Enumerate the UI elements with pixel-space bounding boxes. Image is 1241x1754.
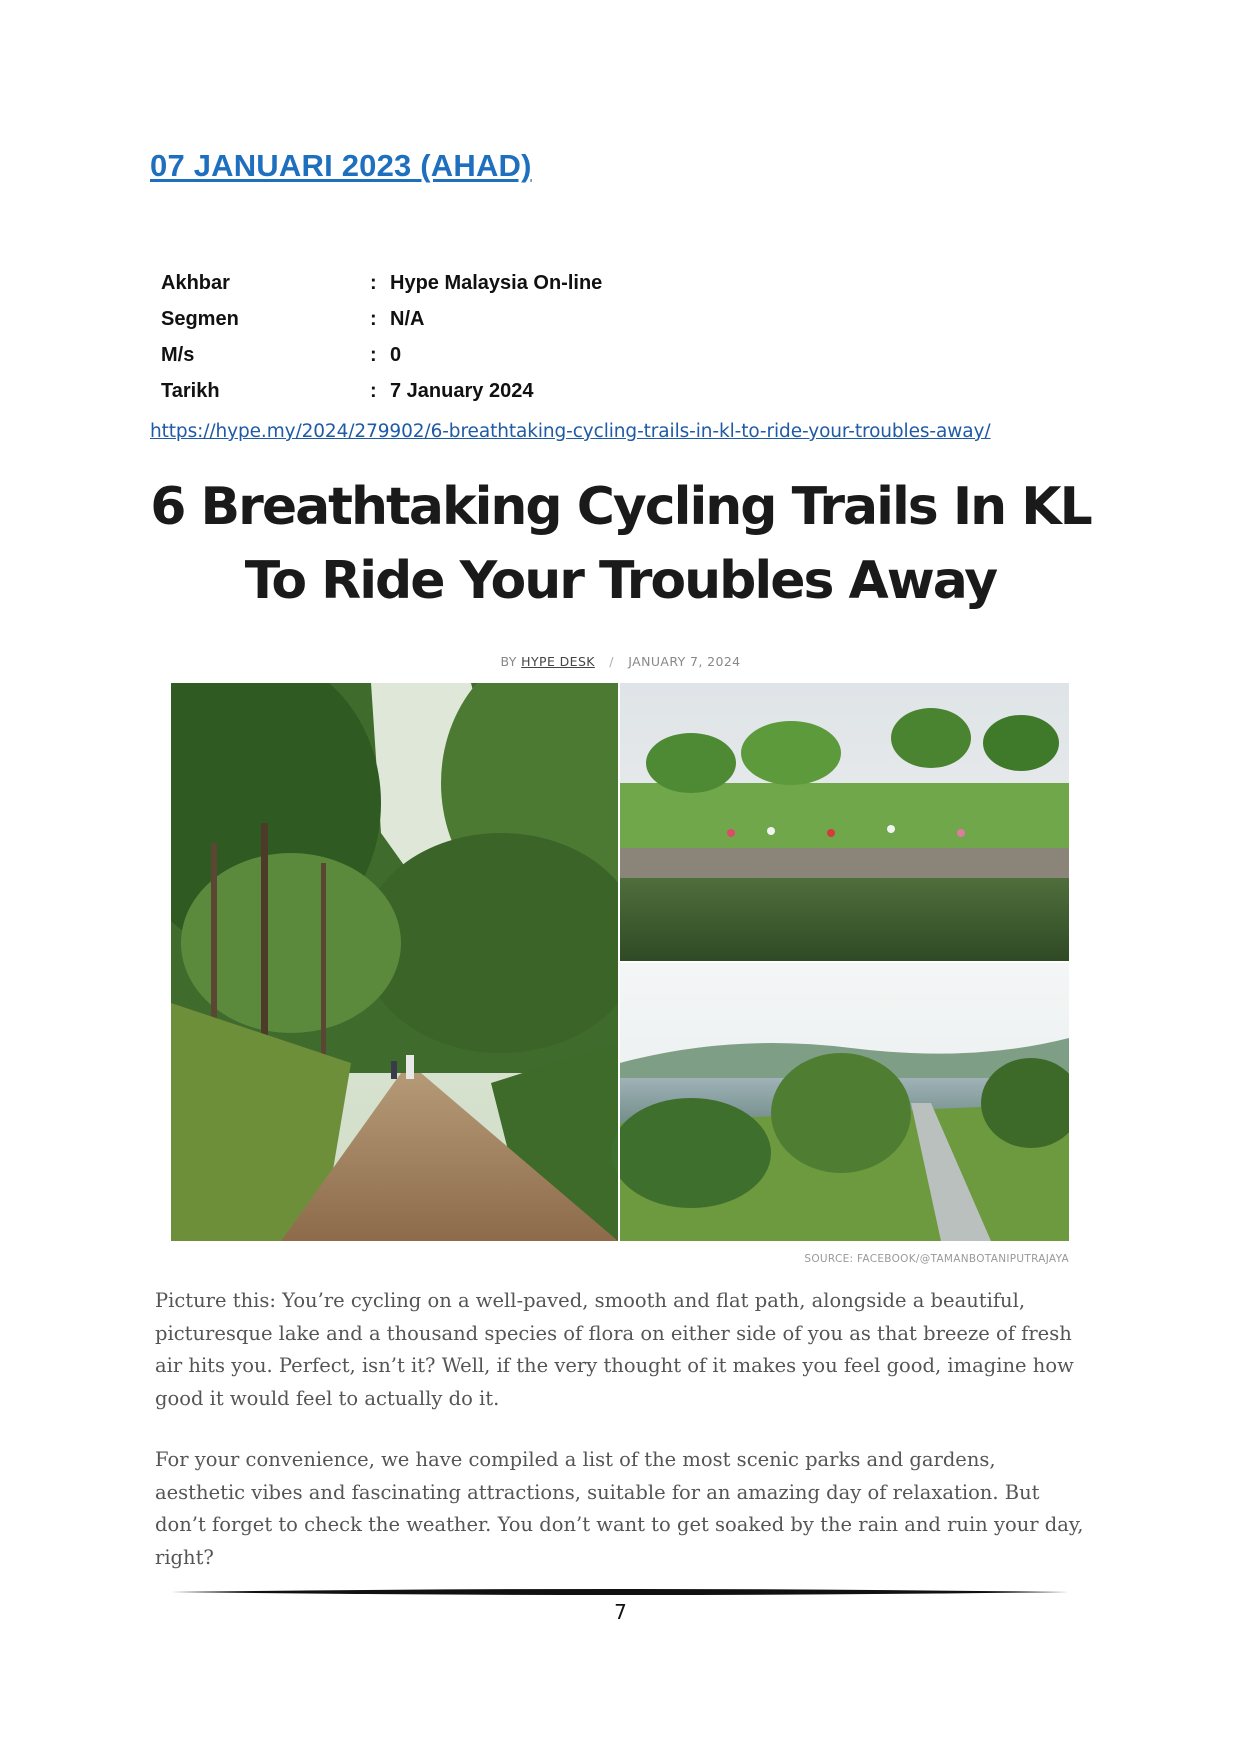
author-link[interactable]: HYPE DESK xyxy=(521,654,595,669)
headline-line-1: 6 Breathtaking Cycling Trails In KL xyxy=(150,477,1091,537)
byline-separator: / xyxy=(609,654,614,669)
byline-prefix: BY xyxy=(500,654,517,669)
article-clipping xyxy=(148,470,1093,669)
meta-colon: : xyxy=(370,308,377,330)
article-headline xyxy=(148,470,1093,618)
meta-label: M/s xyxy=(161,344,195,366)
footer-rule xyxy=(171,1587,1069,1597)
source-url-link[interactable]: https://hype.my/2024/279902/6-breathtaking-cycling-trails-in-kl-to-ride-your-troubles-away/ xyxy=(150,421,991,442)
article-paragraph: Picture this: You’re cycling on a well-paved, smooth and flat path, alongside a beautiful, picturesque lake and a thousand species of flora on either side of you as that breeze of fresh air hits you. Perfect, isn’t it? Well, if the very thought of it makes you feel good, imagine how good it would feel to actually do it. xyxy=(155,1289,1074,1410)
article-date: JANUARY 7, 2024 xyxy=(628,654,741,669)
image-credit: SOURCE: FACEBOOK/@TAMANBOTANIPUTRAJAYA xyxy=(804,1253,1069,1265)
photo-park-pond xyxy=(620,683,1069,961)
meta-colon: : xyxy=(370,344,377,366)
article-paragraph: For your convenience, we have compiled a list of the most scenic parks and gardens, aesthetic vibes and fascinating attractions, suitable for an amazing day of relaxation. But don’t forget to check the weather. You don’t want to get soaked by the rain and ruin your day, right? xyxy=(155,1448,1084,1569)
meta-value: N/A xyxy=(390,308,425,330)
photo-lake-walkway xyxy=(611,963,1069,1241)
article-byline xyxy=(148,654,1093,669)
article-photo-collage xyxy=(171,683,1069,1241)
meta-colon: : xyxy=(370,272,377,294)
photo-forest-path xyxy=(171,683,681,1241)
meta-colon: : xyxy=(370,380,377,402)
meta-label: Akhbar xyxy=(161,272,230,294)
headline-line-2: To Ride Your Troubles Away xyxy=(244,551,997,611)
meta-value: 0 xyxy=(390,344,402,366)
date-heading: 07 JANUARI 2023 (AHAD) xyxy=(150,148,532,183)
meta-value: Hype Malaysia On-line xyxy=(390,272,603,294)
meta-label: Tarikh xyxy=(161,380,220,402)
page-number: 7 xyxy=(614,1600,627,1624)
meta-label: Segmen xyxy=(161,308,239,330)
meta-value: 7 January 2024 xyxy=(390,380,534,402)
